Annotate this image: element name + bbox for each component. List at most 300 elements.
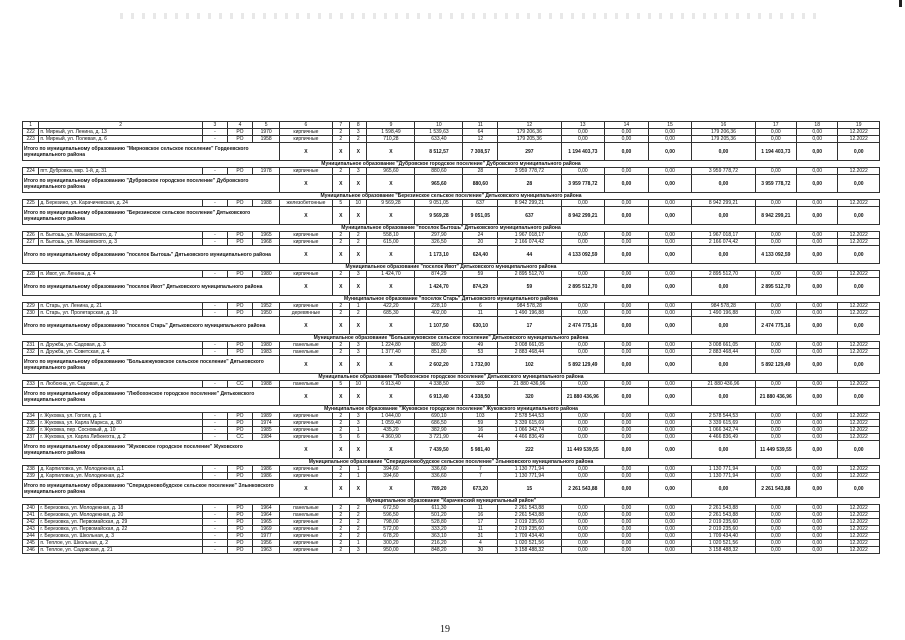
subtotal-cell: 5 892 129,49 xyxy=(755,356,796,374)
table-cell: - xyxy=(202,512,227,519)
table-cell: - xyxy=(202,540,227,547)
table-cell: 0,00 xyxy=(648,533,692,540)
table-cell: 3 008 661,05 xyxy=(498,342,561,349)
table-cell: кирпичные xyxy=(280,427,332,434)
table-cell: 3 xyxy=(350,349,367,356)
address-cell: г. Березовка, ул. Молодежная, д. 20 xyxy=(39,512,203,519)
section-header-row xyxy=(23,225,880,232)
table-cell: 0,00 xyxy=(648,466,692,473)
table-cell: кирпичные xyxy=(280,239,332,246)
table-cell: 1986 xyxy=(253,473,280,480)
table-cell: 2 xyxy=(332,526,349,533)
table-cell: 3 959 778,72 xyxy=(498,168,561,175)
table-cell: 1 598,49 xyxy=(367,129,415,136)
table-cell: 3 xyxy=(350,168,367,175)
table-cell: РО xyxy=(227,466,252,473)
table-row xyxy=(23,540,880,547)
table-cell: 2 xyxy=(332,342,349,349)
subtotal-cell: X xyxy=(280,388,332,406)
table-cell: 16 xyxy=(463,427,498,434)
address-cell: п. Старь, ул. Пролетарская, д. 10 xyxy=(39,310,203,317)
table-cell: 0,00 xyxy=(605,129,649,136)
table-cell: 984 578,28 xyxy=(692,303,755,310)
subtotal-cell: 4 338,50 xyxy=(463,388,498,406)
table-row xyxy=(23,427,880,434)
table-cell: 0,00 xyxy=(648,129,692,136)
table-cell: 0,00 xyxy=(797,473,838,480)
table-cell: 0,00 xyxy=(648,427,692,434)
table-cell: кирпичные xyxy=(280,129,332,136)
subtotal-cell: 0,00 xyxy=(692,207,755,225)
table-cell: 2 xyxy=(350,310,367,317)
subtotal-cell: 0,00 xyxy=(692,317,755,335)
subtotal-cell: 0,00 xyxy=(692,246,755,264)
column-number: 3 xyxy=(202,122,227,129)
table-cell: 672,50 xyxy=(367,505,415,512)
subtotal-cell: X xyxy=(350,246,367,264)
section-title: Муниципальное образование "поселок Бытошь" Дятьковского муниципального района xyxy=(23,225,880,232)
table-cell: 0,00 xyxy=(797,136,838,143)
table-cell: СС xyxy=(227,381,252,388)
subtotal-cell: 0,00 xyxy=(797,480,838,498)
table-cell: 12.2022 xyxy=(838,136,880,143)
table-cell: 0,00 xyxy=(561,512,605,519)
table-cell: 798,00 xyxy=(367,519,415,526)
table-cell: 226 xyxy=(23,232,39,239)
subtotal-cell: 2 895 512,70 xyxy=(561,278,605,296)
table-cell: 0,00 xyxy=(605,168,649,175)
table-cell: панельные xyxy=(280,342,332,349)
table-cell: 0,00 xyxy=(605,540,649,547)
subtotal-row xyxy=(23,317,880,335)
subtotal-cell: 0,00 xyxy=(838,143,880,161)
table-cell: 1985 xyxy=(253,427,280,434)
table-cell: 0,00 xyxy=(755,533,796,540)
table-cell: 11 xyxy=(463,505,498,512)
table-cell: 11 xyxy=(463,526,498,533)
column-number: 4 xyxy=(227,122,252,129)
table-cell: - xyxy=(202,136,227,143)
subtotal-description: Итого по муниципальному образованию "поселок Старь" Дятьковского муниципального района xyxy=(23,317,280,335)
table-cell: 2 xyxy=(332,136,349,143)
table-cell: 1968 xyxy=(253,239,280,246)
table-row xyxy=(23,349,880,356)
subtotal-cell: 0,00 xyxy=(605,317,649,335)
subtotal-cell: X xyxy=(332,278,349,296)
table-cell: 0,00 xyxy=(755,420,796,427)
column-number: 5 xyxy=(253,122,280,129)
table-row xyxy=(23,466,880,473)
section-header-row xyxy=(23,406,880,413)
table-cell: 3 xyxy=(350,420,367,427)
subtotal-cell: X xyxy=(350,278,367,296)
table-cell: 103 xyxy=(463,413,498,420)
table-cell: 0,00 xyxy=(648,303,692,310)
table-cell: 0,00 xyxy=(797,381,838,388)
subtotal-cell: 2 602,20 xyxy=(415,356,463,374)
table-row xyxy=(23,342,880,349)
table-cell: 0,00 xyxy=(797,349,838,356)
table-cell: 12.2022 xyxy=(838,547,880,554)
table-cell: 242 xyxy=(23,519,39,526)
table-cell: 1969 xyxy=(253,526,280,533)
table-cell: 0,00 xyxy=(755,200,796,207)
table-cell: - xyxy=(202,168,227,175)
table-cell: 0,00 xyxy=(797,239,838,246)
table-cell: 558,10 xyxy=(367,232,415,239)
table-cell: 0,00 xyxy=(561,239,605,246)
section-title: Муниципальное образование "поселок Старь" Дятьковского муниципального района xyxy=(23,296,880,303)
section-title: Муниципальное образование "Жуковское городское поселение" Жуковского муниципального района xyxy=(23,406,880,413)
table-cell: 1 709 434,40 xyxy=(498,533,561,540)
table-cell: 0,00 xyxy=(755,342,796,349)
table-cell: 0,00 xyxy=(648,526,692,533)
table-cell: 0,00 xyxy=(648,505,692,512)
table-cell: 12.2022 xyxy=(838,466,880,473)
table-cell: 1 539,63 xyxy=(415,129,463,136)
table-cell: - xyxy=(202,526,227,533)
table-cell: 12.2022 xyxy=(838,540,880,547)
table-cell: 8 942 299,21 xyxy=(692,200,755,207)
table-cell: 0,00 xyxy=(648,420,692,427)
table-cell: РО xyxy=(227,232,252,239)
table-cell: 44 xyxy=(463,434,498,441)
table-cell: 0,00 xyxy=(605,413,649,420)
table-cell: 228,10 xyxy=(415,303,463,310)
table-cell: 1 020 521,56 xyxy=(692,540,755,547)
table-cell: 0,00 xyxy=(561,540,605,547)
subtotal-cell: 2 474 775,16 xyxy=(755,317,796,335)
subtotal-row xyxy=(23,143,880,161)
table-cell: 1 xyxy=(350,427,367,434)
column-number: 15 xyxy=(648,122,692,129)
subtotal-row xyxy=(23,207,880,225)
table-cell: 0,00 xyxy=(605,427,649,434)
subtotal-cell: 15 xyxy=(498,480,561,498)
subtotal-cell: 0,00 xyxy=(692,441,755,459)
table-cell: РО xyxy=(227,271,252,278)
table-row xyxy=(23,413,880,420)
address-cell: п. Дружба, ул. Садовая, д. 3 xyxy=(39,342,203,349)
table-cell: 2 895 512,70 xyxy=(692,271,755,278)
table-cell: 235 xyxy=(23,420,39,427)
table-cell: 320 xyxy=(463,381,498,388)
table-cell: - xyxy=(202,413,227,420)
table-cell: 12.2022 xyxy=(838,271,880,278)
subtotal-cell: 0,00 xyxy=(648,356,692,374)
table-row xyxy=(23,200,880,207)
table-cell: 231 xyxy=(23,342,39,349)
table-cell: 501,20 xyxy=(415,512,463,519)
subtotal-cell: 2 474 775,16 xyxy=(561,317,605,335)
column-number: 11 xyxy=(463,122,498,129)
subtotal-cell: 102 xyxy=(498,356,561,374)
table-cell: 880,20 xyxy=(415,342,463,349)
table-cell: 4 338,50 xyxy=(415,381,463,388)
subtotal-cell: X xyxy=(350,317,367,335)
table-cell: 11 xyxy=(463,310,498,317)
table-cell: 685,30 xyxy=(367,310,415,317)
table-cell: 0,00 xyxy=(561,129,605,136)
table-cell: 1 224,80 xyxy=(367,342,415,349)
subtotal-cell: 7 308,57 xyxy=(463,143,498,161)
table-cell: 1963 xyxy=(253,547,280,554)
column-number: 17 xyxy=(755,122,796,129)
table-cell: 0,00 xyxy=(797,540,838,547)
subtotal-cell: X xyxy=(350,441,367,459)
table-cell: 0,00 xyxy=(648,512,692,519)
subtotal-cell: 0,00 xyxy=(797,246,838,264)
table-cell: 12.2022 xyxy=(838,239,880,246)
table-row xyxy=(23,512,880,519)
table-cell: 2 895 512,70 xyxy=(498,271,561,278)
table-cell: 0,00 xyxy=(755,473,796,480)
subtotal-cell: X xyxy=(367,388,415,406)
table-cell: 234 xyxy=(23,413,39,420)
table-cell: 2 xyxy=(332,349,349,356)
table-cell: - xyxy=(202,420,227,427)
subtotal-cell: 874,29 xyxy=(463,278,498,296)
section-title: Муниципальное образование "Большежуковское сельское поселение" Дятьковского муниципального района xyxy=(23,335,880,342)
subtotal-cell: 0,00 xyxy=(797,388,838,406)
address-cell: г. Березовка, ул. Первомайская, д. 22 xyxy=(39,526,203,533)
table-cell: 382,90 xyxy=(415,427,463,434)
table-cell: 0,00 xyxy=(648,434,692,441)
table-cell: панельные xyxy=(280,512,332,519)
table-cell: 0,00 xyxy=(797,310,838,317)
table-cell: 0,00 xyxy=(605,271,649,278)
subtotal-cell: X xyxy=(280,143,332,161)
table-row xyxy=(23,420,880,427)
table-cell: 2 019 235,60 xyxy=(692,526,755,533)
table-cell: 596,50 xyxy=(367,512,415,519)
subtotal-cell: X xyxy=(332,175,349,193)
table-cell: 49 xyxy=(463,342,498,349)
table-cell: 0,00 xyxy=(797,200,838,207)
table-cell: 2 xyxy=(332,303,349,310)
table-cell: 965,60 xyxy=(367,168,415,175)
table-cell: 300,20 xyxy=(367,540,415,547)
address-cell: п. Мирный, ул. Ленина, д. 13 xyxy=(39,129,203,136)
table-cell: - xyxy=(202,505,227,512)
table-cell: 4 466 836,49 xyxy=(692,434,755,441)
table-cell: 7 xyxy=(463,466,498,473)
table-cell: 611,30 xyxy=(415,505,463,512)
table-cell: 422,20 xyxy=(367,303,415,310)
subtotal-cell: 0,00 xyxy=(648,175,692,193)
table-cell: РО xyxy=(227,413,252,420)
subtotal-cell: X xyxy=(280,480,332,498)
table-cell: 0,00 xyxy=(755,540,796,547)
table-cell: 0,00 xyxy=(755,505,796,512)
table-cell: кирпичные xyxy=(280,473,332,480)
table-row xyxy=(23,505,880,512)
table-cell: 0,00 xyxy=(648,413,692,420)
subtotal-description: Итого по муниципальному образованию "поселок Бытошь" Дятьковского муниципального района xyxy=(23,246,280,264)
table-cell: 21 880 436,96 xyxy=(692,381,755,388)
table-cell: 1 490 196,88 xyxy=(498,310,561,317)
table-cell: 0,00 xyxy=(648,168,692,175)
table-cell: 0,00 xyxy=(605,342,649,349)
table-row xyxy=(23,381,880,388)
table-cell: 0,00 xyxy=(648,349,692,356)
subtotal-cell: 3 959 778,72 xyxy=(561,175,605,193)
table-cell: 2 xyxy=(350,512,367,519)
subtotal-cell: X xyxy=(280,317,332,335)
section-header-row xyxy=(23,161,880,168)
subtotal-cell: X xyxy=(332,480,349,498)
table-cell: 0,00 xyxy=(755,303,796,310)
subtotal-cell: 4 133 092,59 xyxy=(755,246,796,264)
table-cell: РО xyxy=(227,349,252,356)
table-cell: 0,00 xyxy=(648,271,692,278)
table-cell: 0,00 xyxy=(605,200,649,207)
subtotal-cell: 0,00 xyxy=(797,175,838,193)
table-cell: 179 206,36 xyxy=(692,129,755,136)
table-cell: - xyxy=(202,200,227,207)
table-cell: 2 xyxy=(332,129,349,136)
address-cell: п. Мирный, ул. Полевая, д. 6 xyxy=(39,136,203,143)
table-cell: 3 721,90 xyxy=(415,434,463,441)
subtotal-cell: X xyxy=(367,480,415,498)
table-cell: 2 xyxy=(332,512,349,519)
table-cell: 0,00 xyxy=(755,129,796,136)
table-cell: 10 xyxy=(350,200,367,207)
table-cell: 0,00 xyxy=(605,381,649,388)
subtotal-cell: 0,00 xyxy=(605,356,649,374)
table-cell: 1 xyxy=(350,540,367,547)
table-cell: 0,00 xyxy=(605,473,649,480)
subtotal-cell: 320 xyxy=(498,388,561,406)
table-cell: 2 xyxy=(332,271,349,278)
table-cell: 4 xyxy=(463,540,498,547)
subtotal-cell: 0,00 xyxy=(648,246,692,264)
table-row xyxy=(23,232,880,239)
subtotal-cell: 0,00 xyxy=(605,388,649,406)
table-cell: РО xyxy=(227,547,252,554)
subtotal-cell: 1 194 403,73 xyxy=(755,143,796,161)
table-cell: 0,00 xyxy=(605,519,649,526)
table-cell: 239 xyxy=(23,473,39,480)
column-number: 16 xyxy=(692,122,755,129)
table-cell: 0,00 xyxy=(561,434,605,441)
table-cell: 1 xyxy=(350,466,367,473)
table-cell: 0,00 xyxy=(797,427,838,434)
table-cell: 2 xyxy=(332,239,349,246)
table-cell: 0,00 xyxy=(648,547,692,554)
table-cell: РО xyxy=(227,473,252,480)
subtotal-cell: 0,00 xyxy=(797,317,838,335)
table-cell: 240 xyxy=(23,505,39,512)
scan-noise xyxy=(120,13,820,19)
table-cell: 326,50 xyxy=(415,239,463,246)
table-cell: 0,00 xyxy=(605,310,649,317)
address-cell: п. Теплое, ул. Школьная, д. 2 xyxy=(39,540,203,547)
table-cell: 1989 xyxy=(253,413,280,420)
table-row xyxy=(23,136,880,143)
page-number: 19 xyxy=(440,624,450,635)
subtotal-cell: 17 xyxy=(498,317,561,335)
subtotal-cell: 0,00 xyxy=(605,175,649,193)
table-cell: 0,00 xyxy=(797,519,838,526)
subtotal-cell: 44 xyxy=(498,246,561,264)
table-cell: - xyxy=(202,310,227,317)
register-table-body xyxy=(23,122,880,554)
subtotal-cell: 0,00 xyxy=(838,175,880,193)
table-cell: 2 166 074,42 xyxy=(498,239,561,246)
table-cell: 0,00 xyxy=(561,310,605,317)
table-cell: панельные xyxy=(280,505,332,512)
table-cell: кирпичные xyxy=(280,434,332,441)
table-cell: 5 xyxy=(332,434,349,441)
table-cell: 1 490 196,88 xyxy=(692,310,755,317)
table-cell: - xyxy=(202,303,227,310)
subtotal-cell: 624,40 xyxy=(463,246,498,264)
table-cell: 12.2022 xyxy=(838,505,880,512)
table-cell: 0,00 xyxy=(605,420,649,427)
table-cell: 0,00 xyxy=(755,239,796,246)
subtotal-description: Итого по муниципальному образованию "Большежуковское сельское поселение" Дятьковского муниципального района xyxy=(23,356,280,374)
table-cell: 216,20 xyxy=(415,540,463,547)
subtotal-cell: 1 107,50 xyxy=(415,317,463,335)
subtotal-cell: X xyxy=(350,480,367,498)
table-cell: кирпичные xyxy=(280,413,332,420)
table-cell: 572,00 xyxy=(367,526,415,533)
subtotal-cell: 0,00 xyxy=(838,441,880,459)
table-cell: 851,80 xyxy=(415,349,463,356)
table-cell: 848,20 xyxy=(415,547,463,554)
table-cell: 1 xyxy=(350,303,367,310)
table-cell: РО xyxy=(227,239,252,246)
table-cell: 3 xyxy=(350,271,367,278)
address-cell: г. Березовка, ул. Школьная, д. 3 xyxy=(39,533,203,540)
subtotal-cell: 0,00 xyxy=(797,441,838,459)
subtotal-cell: X xyxy=(332,388,349,406)
table-cell: 1983 xyxy=(253,349,280,356)
table-cell: 402,00 xyxy=(415,310,463,317)
table-cell: 179 205,36 xyxy=(498,136,561,143)
subtotal-description: Итого по муниципальному образованию "поселок Ивот" Дятьковского муниципального района xyxy=(23,278,280,296)
table-cell: 5 xyxy=(332,200,349,207)
table-cell: - xyxy=(202,473,227,480)
table-cell: 710,28 xyxy=(367,136,415,143)
subtotal-description: Итого по муниципальному образованию "Жуковское городское поселение" Жуковского муниципального района xyxy=(23,441,280,459)
section-header-row xyxy=(23,498,880,505)
column-number: 1 xyxy=(23,122,39,129)
table-cell: - xyxy=(202,129,227,136)
table-cell: 230 xyxy=(23,310,39,317)
section-title: Муниципальное образование "Любохонское городское поселение" Дятьковского муниципального района xyxy=(23,374,880,381)
table-cell: 0,00 xyxy=(797,232,838,239)
address-cell: п. Теплое, ул. Садовская, д. 21 xyxy=(39,547,203,554)
table-cell: 0,00 xyxy=(561,232,605,239)
table-cell: 241 xyxy=(23,512,39,519)
table-cell: 12.2022 xyxy=(838,512,880,519)
table-cell: 1 130 771,94 xyxy=(692,466,755,473)
register-table xyxy=(22,121,880,554)
subtotal-cell: X xyxy=(367,143,415,161)
subtotal-row xyxy=(23,388,880,406)
table-cell: 0,00 xyxy=(648,519,692,526)
table-cell: 0,00 xyxy=(648,232,692,239)
table-cell: 237 xyxy=(23,434,39,441)
subtotal-cell: X xyxy=(367,246,415,264)
subtotal-cell: 0,00 xyxy=(648,388,692,406)
table-cell: 0,00 xyxy=(605,466,649,473)
address-cell: п. Любохна, ул. Садовая, д. 2 xyxy=(39,381,203,388)
table-cell: 0,00 xyxy=(755,381,796,388)
table-cell: 2 xyxy=(350,239,367,246)
